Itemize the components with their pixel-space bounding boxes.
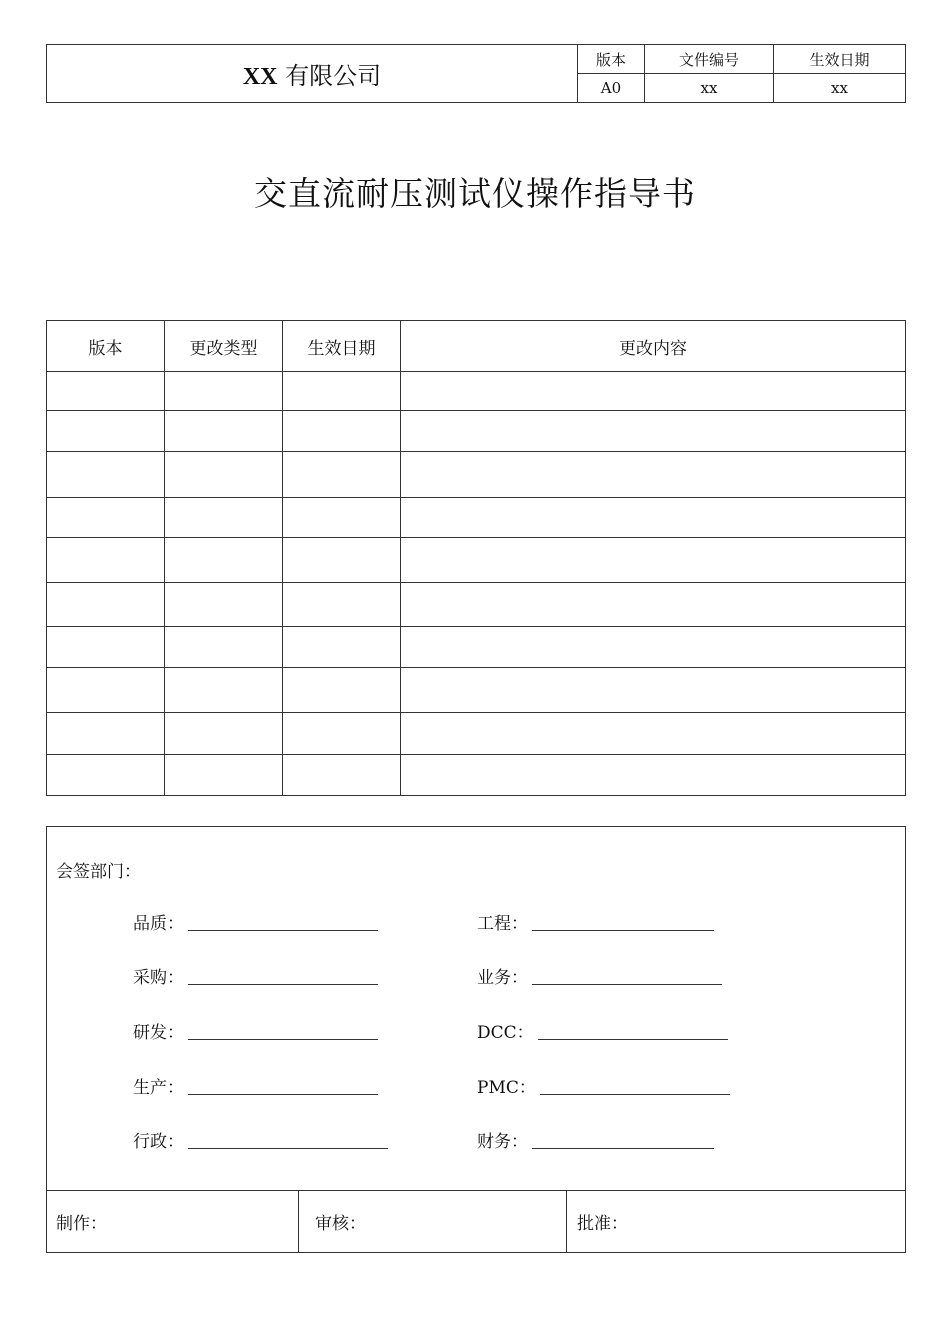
- revision-cell: [401, 583, 906, 627]
- revision-cell: [165, 498, 283, 538]
- dept-purchasing-label: 采购：: [133, 968, 184, 988]
- dept-dcc-label: DCC：: [477, 1023, 534, 1043]
- dept-production-label: 生产：: [133, 1078, 184, 1098]
- dept-pmc-label: PMC：: [477, 1078, 536, 1098]
- header-col-effective-date: 生效日期: [774, 45, 906, 74]
- countersign-label: 会签部门：: [56, 862, 141, 882]
- revision-row: [47, 498, 906, 538]
- revision-cell: [401, 713, 906, 755]
- revision-cell: [47, 538, 165, 583]
- revision-cell: [283, 713, 401, 755]
- revision-cell: [165, 755, 283, 796]
- revision-cell: [401, 411, 906, 452]
- revision-row: [47, 755, 906, 796]
- revision-cell: [47, 498, 165, 538]
- revision-cell: [283, 372, 401, 411]
- header-val-version: A0: [578, 74, 645, 103]
- dept-purchasing: [133, 963, 378, 988]
- revision-cell: [401, 627, 906, 668]
- revision-cell: [401, 668, 906, 713]
- revision-cell: [283, 411, 401, 452]
- revision-cell: [283, 452, 401, 498]
- revision-col-effective-date: 生效日期: [283, 321, 401, 372]
- dept-purchasing-signature-line: [188, 983, 378, 985]
- revision-cell: [47, 583, 165, 627]
- revision-cell: [283, 755, 401, 796]
- dept-business-label: 业务：: [477, 968, 528, 988]
- revision-row: [47, 668, 906, 713]
- dept-admin-label: 行政：: [133, 1132, 184, 1152]
- dept-dcc: [477, 1018, 728, 1043]
- revision-cell: [165, 627, 283, 668]
- revision-cell: [165, 372, 283, 411]
- revision-row: [47, 583, 906, 627]
- revision-cell: [283, 583, 401, 627]
- dept-production: [133, 1073, 378, 1098]
- revision-cell: [47, 713, 165, 755]
- dept-business: [477, 963, 722, 988]
- dept-finance-label: 财务：: [477, 1132, 528, 1152]
- revision-cell: [165, 713, 283, 755]
- revision-cell: [47, 372, 165, 411]
- header-val-effective-date: xx: [774, 74, 906, 103]
- dept-production-signature-line: [188, 1093, 378, 1095]
- revision-cell: [47, 452, 165, 498]
- dept-quality: [133, 909, 378, 934]
- dept-dcc-signature-line: [538, 1038, 728, 1040]
- approved-by: 批准：: [577, 1214, 628, 1234]
- revision-cell: [165, 452, 283, 498]
- prepared-by: 制作：: [47, 1191, 299, 1253]
- dept-admin: [133, 1127, 388, 1152]
- dept-quality-signature-line: [188, 929, 378, 931]
- signoff-footer: [47, 1190, 905, 1253]
- revision-cell: [401, 538, 906, 583]
- revision-cell: [283, 668, 401, 713]
- dept-quality-label: 品质：: [133, 914, 184, 934]
- dept-business-signature-line: [532, 983, 722, 985]
- dept-finance: [477, 1127, 714, 1152]
- revision-row: [47, 411, 906, 452]
- signoff-box: [46, 826, 906, 1253]
- document-title: 交直流耐压测试仪操作指导书: [254, 174, 696, 213]
- reviewed-by: 审核：: [299, 1191, 567, 1253]
- revision-row: [47, 713, 906, 755]
- revision-cell: [165, 583, 283, 627]
- revision-col-version: 版本: [47, 321, 165, 372]
- revision-row: [47, 372, 906, 411]
- dept-engineering-signature-line: [532, 929, 714, 931]
- revision-cell: [47, 668, 165, 713]
- revision-cell: [47, 755, 165, 796]
- dept-pmc: [477, 1073, 730, 1098]
- revision-cell: [165, 668, 283, 713]
- revision-cell: [283, 538, 401, 583]
- dept-admin-signature-line: [188, 1147, 388, 1149]
- company-suffix: 有限公司: [285, 62, 382, 90]
- header-table: [46, 44, 906, 103]
- revision-cell: [401, 372, 906, 411]
- revision-row: [47, 627, 906, 668]
- company-prefix: XX: [242, 64, 278, 90]
- dept-engineering-label: 工程：: [477, 914, 528, 934]
- revision-table: [46, 320, 906, 796]
- revision-cell: [165, 411, 283, 452]
- revision-row: [47, 538, 906, 583]
- header-val-doc-number: xx: [645, 74, 774, 103]
- dept-finance-signature-line: [532, 1147, 714, 1149]
- revision-cell: [283, 498, 401, 538]
- revision-row: [47, 452, 906, 498]
- dept-rnd-label: 研发：: [133, 1023, 184, 1043]
- header-col-doc-number: 文件编号: [645, 45, 774, 74]
- revision-cell: [401, 498, 906, 538]
- revision-header-row: [47, 321, 906, 372]
- header-col-version: 版本: [578, 45, 645, 74]
- revision-cell: [401, 452, 906, 498]
- dept-rnd: [133, 1018, 378, 1043]
- revision-cell: [47, 627, 165, 668]
- revision-col-change-content: 更改内容: [401, 321, 906, 372]
- dept-engineering: [477, 909, 714, 934]
- company-name: [47, 45, 578, 103]
- revision-col-change-type: 更改类型: [165, 321, 283, 372]
- revision-cell: [47, 411, 165, 452]
- revision-cell: [165, 538, 283, 583]
- revision-cell: [401, 755, 906, 796]
- dept-pmc-signature-line: [540, 1093, 730, 1095]
- revision-cell: [283, 627, 401, 668]
- dept-rnd-signature-line: [188, 1038, 378, 1040]
